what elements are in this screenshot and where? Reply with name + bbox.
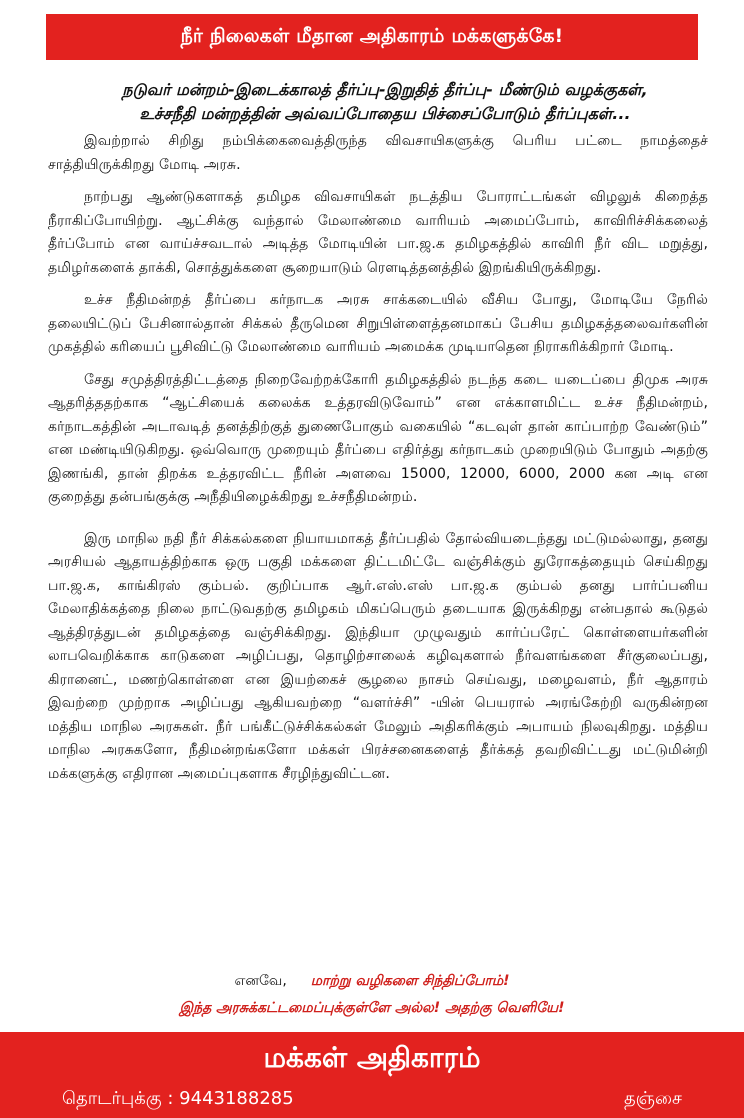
title-banner <box>46 14 698 60</box>
paragraph-4: சேது சமுத்திரத்திட்டத்தை நிறைவேற்றக்கோரி தமிழகத்தில் நடந்த கடை யடைப்பை திமுக அரசு ஆதரித்ததற்காக “ஆட்சியைக் கலைக்க உத்தரவிடுவோம்” என எக்காளமிட்ட உச்ச நீதிமன்றம், கர்நாடகத்தின் அடாவடித் தனத்திற்குத் துணைபோகும் வகையில் “கடவுள் தான் காப்பாற்ற வேண்டும்” என மண்டியிடுகிறது. ஒவ்வொரு முறையும் தீர்ப்பை எதிர்த்து கர்நாடகம் முறையிடும் போதும் அதற்கு இணங்கி, தான் திறக்க உத்தரவிட்ட நீரின் அளவை 15000, 12000, 6000, 2000 கன அடி என குறைத்து தன்பங்குக்கு அநீதியிழைக்கிறது உச்சநீதிமன்றம். <box>48 371 708 505</box>
subtitle <box>60 78 710 126</box>
paragraph-3: உச்ச நீதிமன்றத் தீர்ப்பை கர்நாடக அரசு சாக்கடையில் வீசிய போது, மோடியே நேரில் தலையிட்டுப் பேசினால்தான் சிக்கல் தீருமென சிறுபிள்ளைத்தனமாகப் பேசிய தமிழகத்தலைவர்களின் முகத்தில் கரியைப் பூசிவிட்டு மேலாண்மை வாரியம் அமைக்க முடியாதென நிராகரிக்கிறார் மோடி. <box>48 292 708 355</box>
closing-line-1 <box>40 968 704 995</box>
paragraph-1: இவற்றால் சிறிது நம்பிக்கைவைத்திருந்த விவசாயிகளுக்கு பெரிய பட்டை நாமத்தைச் சாத்தியிருக்கிறது மோடி அரசு. <box>48 133 708 173</box>
paragraph-2: நாற்பது ஆண்டுகளாகத் தமிழக விவசாயிகள் நடத்திய போராட்டங்கள் விழலுக் கிறைத்த நீராகிப்போயிற்று. ஆட்சிக்கு வந்தால் மேலாண்மை வாரியம் அமைப்போம், காவிரிச்சிக்கலைத் தீர்ப்போம் என வாய்ச்சவடால் அடித்த மோடியின் பா.ஜ.க தமிழகத்தில் காவிரி நீர் விட மறுத்து, தமிழர்களைக் தாக்கி, சொத்துக்களை சூறையாடும் ரௌடித்தனத்தில் இறங்கியிருக்கிறது. <box>48 189 708 276</box>
closing-slogan-1: மாற்று வழிகளை சிந்திப்போம்! <box>310 973 510 989</box>
subtitle-line-1: நடுவர் மன்றம்-இடைக்காலத் தீர்ப்பு-இறுதித் தீர்ப்பு- மீண்டும் வழக்குகள், <box>122 80 648 99</box>
page-title: நீர் நிலைகள் மீதான அதிகாரம் மக்களுக்கே! <box>180 24 564 47</box>
organization-name: மக்கள் அதிகாரம் <box>263 1041 481 1074</box>
footer-banner <box>0 1032 744 1118</box>
city-name: தஞ்சை <box>623 1088 682 1109</box>
paragraph-5: இரு மாநில நதி நீர் சிக்கல்களை நியாயமாகத் தீர்ப்பதில் தோல்வியடைந்தது மட்டுமல்லாது, தனது அரசியல் ஆதாயத்திற்காக ஒரு பகுதி மக்களை திட்டமிட்டே வஞ்சிக்கும் துரோகத்தையும் செய்கிறது பா.ஜ.க, காங்கிரஸ் கும்பல். குறிப்பாக ஆர்.எஸ்.எஸ் பா.ஜ.க கும்பல் தனது பார்ப்பனிய மேலாதிக்கத்தை நிலை நாட்டுவதற்கு தமிழகம் மிகப்பெரும் தடையாக இருக்கிறது என்பதால் கூடுதல் ஆத்திரத்துடன் தமிழகத்தை வஞ்சிக்கிறது. இந்தியா முழுவதும் கார்ப்பரேட் கொள்ளையர்களின் லாபவெறிக்காக காடுகளை அழிப்பது, தொழிற்சாலைக் கழிவுகளால் நீர்வளங்களை சீர்குலைப்பது, கிரானைட், மணற்கொள்ளை என இயற்கைச் சூழலை நாசம் செய்வது, மழைவளம், நீர் ஆதாரம் இவற்றை முற்றாக அழிப்பது ஆகியவற்றை “வளர்ச்சி” -யின் பெயரால் அரங்கேற்றி வருகின்றன மத்திய மாநில அரசுகள். நீர் பங்கீட்டுச்சிக்கல்கள் மேலும் அதிகரிக்கும் அபாயம் நிலவுகிறது. மத்திய மாநில அரசுகளோ, நீதிமன்றங்களோ மக்கள் பிரச்சனைகளைத் தீர்க்கத் தவறிவிட்டது மட்டுமின்றி மக்களுக்கு எதிரான அமைப்புகளாக சீரழிந்துவிட்டன. <box>48 530 708 782</box>
closing-slogan-2: இந்த அரசுக்கட்டமைப்புக்குள்ளே அல்ல! அதற்கு வெளியே! <box>179 1000 565 1016</box>
contact-number: தொடர்புக்கு : 9443188285 <box>62 1088 294 1109</box>
closing-call <box>40 968 704 1022</box>
closing-prefix: எனவே, <box>234 973 287 989</box>
article-body <box>48 130 708 795</box>
subtitle-line-2: உச்சநீதி மன்றத்தின் அவ்வப்போதைய பிச்சைப்போடும் தீர்ப்புகள்... <box>139 104 631 123</box>
